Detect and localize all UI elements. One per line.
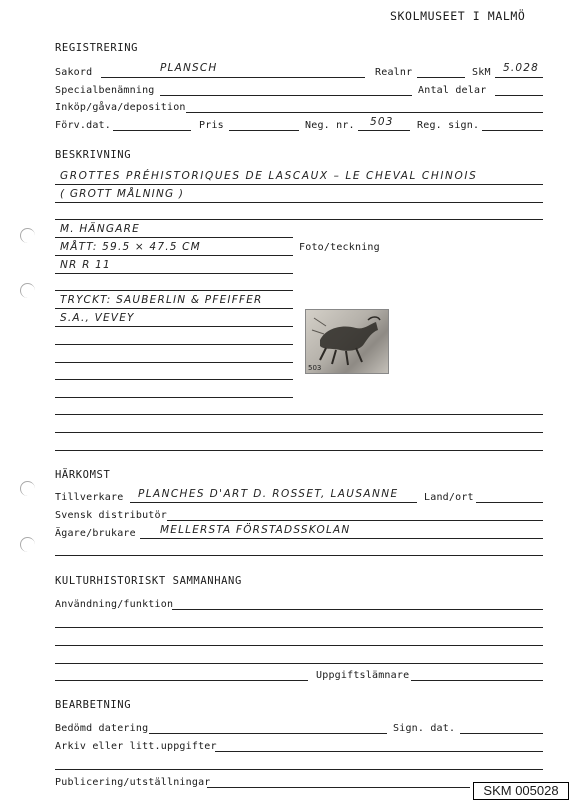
description-rule — [55, 379, 293, 380]
agare-line — [140, 538, 543, 539]
artifact-photo — [305, 309, 389, 374]
tillverkare-value: PLANCHES D'ART D. ROSSET, LAUSANNE — [138, 488, 399, 500]
regsign-line — [482, 130, 543, 131]
antal-delar-label: Antal delar — [418, 85, 487, 96]
skm-label: SkM — [472, 67, 491, 78]
section-heading-harkomst: HÄRKOMST — [55, 469, 111, 481]
description-line-1: GROTTES PRÉHISTORIQUES DE LASCAUX – LE CHEVAL CHINOIS — [60, 170, 478, 182]
pris-line — [229, 130, 299, 131]
forvdat-line — [113, 130, 191, 131]
publicering-label: Publicering/utställningar — [55, 777, 211, 788]
regsign-label: Reg. sign. — [417, 120, 480, 131]
sakord-label: Sakord — [55, 67, 93, 78]
agare-label: Ägare/brukare — [55, 528, 136, 539]
punch-hole — [20, 481, 35, 496]
uppgiftslamnare-line — [411, 680, 543, 681]
punch-hole — [20, 228, 35, 243]
tillverkare-label: Tillverkare — [55, 492, 124, 503]
datering-line — [149, 733, 387, 734]
sign-dat-label: Sign. dat. — [393, 723, 456, 734]
sakord-line — [101, 77, 365, 78]
anvandning-line — [172, 609, 543, 610]
description-rule — [55, 414, 543, 415]
museum-title: SKOLMUSEET I MALMÖ — [390, 9, 526, 23]
sign-dat-line — [460, 733, 543, 734]
section-heading-kultur: KULTURHISTORISKT SAMMANHANG — [55, 575, 242, 587]
svensk-distributor-label: Svensk distributör — [55, 510, 167, 521]
kultur-rule — [55, 680, 308, 681]
description-rule — [55, 202, 543, 203]
description-line-4: MÅTT: 59.5 × 47.5 CM — [60, 241, 201, 253]
description-rule — [55, 255, 293, 256]
specialbenamning-line — [160, 95, 412, 96]
kultur-rule — [55, 663, 543, 664]
description-rule — [55, 308, 293, 309]
section-heading-beskrivning: BESKRIVNING — [55, 149, 132, 161]
description-line-5: NR R 11 — [60, 259, 111, 271]
forvdat-label: Förv.dat. — [55, 120, 111, 131]
kultur-rule — [55, 645, 543, 646]
description-line-6: TRYCKT: SAUBERLIN & PFEIFFER — [60, 294, 263, 306]
antal-delar-line — [495, 95, 543, 96]
punch-hole — [20, 283, 35, 298]
description-line-2: ( GROTT MÅLNING ) — [60, 188, 185, 200]
skm-value: 5.028 — [503, 62, 540, 74]
tillverkare-line — [130, 502, 417, 503]
pris-label: Pris — [199, 120, 224, 131]
datering-label: Bedömd datering — [55, 723, 149, 734]
section-heading-registrering: REGISTRERING — [55, 42, 139, 54]
description-rule — [55, 273, 293, 274]
arkiv-line — [215, 751, 543, 752]
description-line-7: S.A., VEVEY — [60, 312, 135, 324]
description-line-3: M. HÄNGARE — [60, 223, 140, 235]
arkiv-rule — [55, 769, 543, 770]
photo-caption: 503 — [308, 364, 322, 372]
inkop-label: Inköp/gåva/deposition — [55, 102, 186, 113]
landort-line — [476, 502, 543, 503]
description-rule — [55, 397, 293, 398]
skm-line — [495, 77, 543, 78]
negnr-line — [358, 130, 410, 131]
negnr-value: 503 — [370, 116, 394, 128]
realnr-line — [417, 77, 465, 78]
description-rule — [55, 326, 293, 327]
description-rule — [55, 432, 543, 433]
svensk-distributor-line — [167, 520, 543, 521]
inkop-line — [186, 112, 543, 113]
description-rule — [55, 237, 293, 238]
description-rule — [55, 344, 293, 345]
harkomst-rule — [55, 555, 543, 556]
catalog-id-stamp: SKM 005028 — [473, 782, 569, 800]
publicering-line — [207, 787, 470, 788]
realnr-label: Realnr — [375, 67, 413, 78]
section-heading-bearbetning: BEARBETNING — [55, 699, 132, 711]
negnr-label: Neg. nr. — [305, 120, 355, 131]
kultur-rule — [55, 627, 543, 628]
anvandning-label: Användning/funktion — [55, 599, 174, 610]
description-rule — [55, 219, 543, 220]
arkiv-label: Arkiv eller litt.uppgifter — [55, 741, 217, 752]
agare-value: MELLERSTA FÖRSTADSSKOLAN — [160, 524, 351, 536]
description-rule — [55, 450, 543, 451]
punch-hole — [20, 537, 35, 552]
uppgiftslamnare-label: Uppgiftslämnare — [316, 670, 410, 681]
description-rule — [55, 362, 293, 363]
specialbenamning-label: Specialbenämning — [55, 85, 155, 96]
description-rule — [55, 184, 543, 185]
description-rule — [55, 290, 293, 291]
sakord-value: PLANSCH — [160, 62, 218, 74]
foto-label: Foto/teckning — [299, 242, 380, 253]
landort-label: Land/ort — [424, 492, 474, 503]
